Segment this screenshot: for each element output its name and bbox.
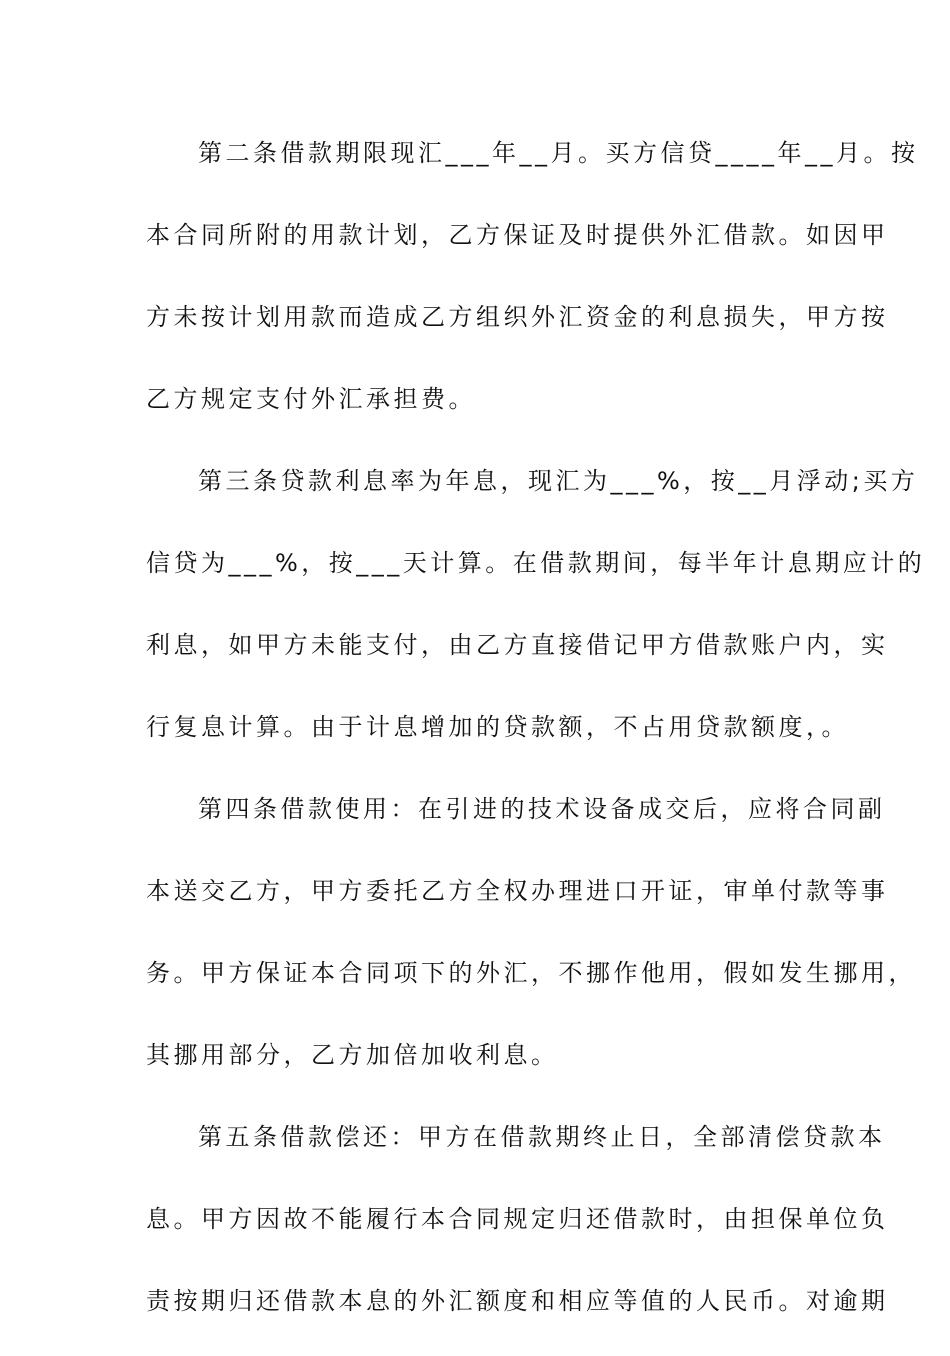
text-line: 利息，如甲方未能支付，由乙方直接借记甲方借款账户内，实 (146, 631, 889, 659)
text-line: 息。甲方因故不能履行本合同规定归还借款时，由担保单位负 (146, 1205, 889, 1233)
text-line: 第四条借款使用：在引进的技术设备成交后，应将合同副 (198, 795, 886, 823)
text-line: 本合同所附的用款计划，乙方保证及时提供外汇借款。如因甲 (146, 221, 889, 249)
text-line: 责按期归还借款本息的外汇额度和相应等值的人民币。对逾期 (146, 1287, 889, 1315)
text-line: 第二条借款期限现汇___年__月。买方信贷____年__月。按 (198, 139, 919, 167)
text-line: 务。甲方保证本合同项下的外汇，不挪作他用，假如发生挪用， (146, 959, 916, 987)
text-line: 本送交乙方，甲方委托乙方全权办理进口开证，审单付款等事 (146, 877, 889, 905)
text-line: 乙方规定支付外汇承担费。 (146, 385, 476, 413)
paragraph-article-5 (146, 1110, 889, 1356)
text-line: 行复息计算。由于计息增加的贷款额，不占用贷款额度，。 (146, 713, 849, 741)
text-line: 方未按计划用款而造成乙方组织外汇资金的利息损失，甲方按 (146, 303, 889, 331)
document-body (146, 126, 926, 1356)
text-line: 第三条贷款利息率为年息，现汇为___%，按__月浮动;买方 (198, 467, 919, 495)
paragraph-article-3 (146, 454, 926, 782)
text-line: 其挪用部分，乙方加倍加收利息。 (146, 1041, 559, 1069)
paragraph-article-2 (146, 126, 919, 454)
paragraph-article-4 (146, 782, 916, 1110)
text-line: 第五条借款偿还：甲方在借款期终止日，全部清偿贷款本 (198, 1123, 886, 1151)
text-line: 信贷为___%，按___天计算。在借款期间，每半年计息期应计的 (146, 549, 926, 577)
